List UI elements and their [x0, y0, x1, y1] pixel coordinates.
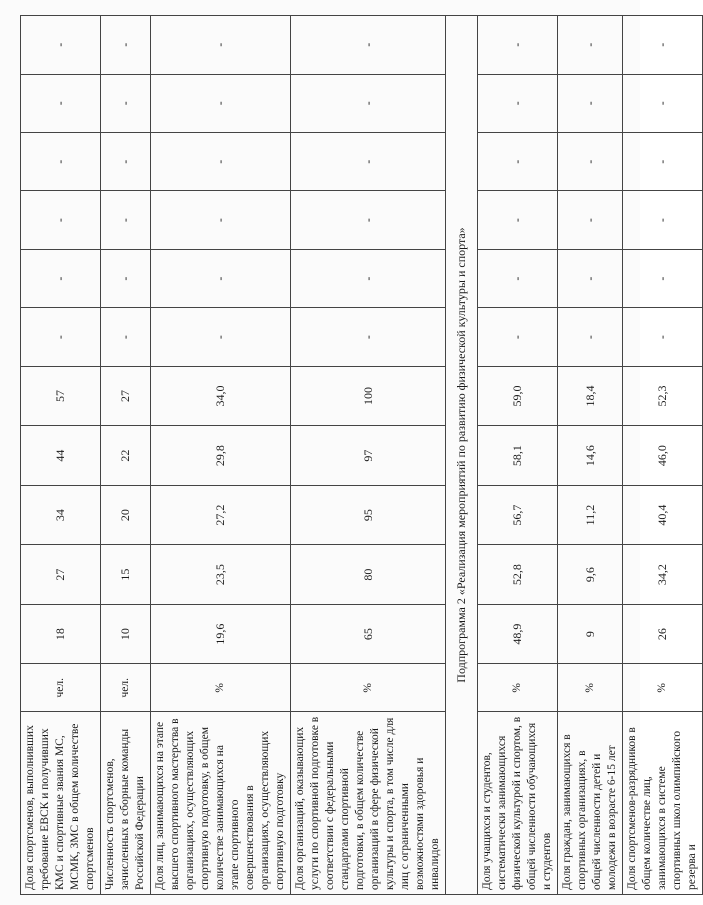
value-cell: 22	[101, 426, 151, 486]
indicator-cell: Доля учащихся и студентов, систематически занимающихся физической культурой и спортом, в общей численности обучающихся и студентов	[478, 712, 558, 895]
indicator-cell: Доля спортсменов, выполнивших требование ЕВСК и получивших КМС и спортивные звания МС, МСМК, ЗМС в общем количестве спортсменов	[21, 712, 101, 895]
value-cell: -	[478, 249, 558, 307]
subprogram-title: Подпрограмма 2 «Реализация мероприятий по развитию физической культуры и спорта»	[446, 16, 478, 895]
value-cell: 15	[101, 545, 151, 605]
indicator-cell: Доля спортсменов-разрядников в общем количестве лиц, занимающихся в системе спортивных школ олимпийского резерва и	[623, 712, 703, 895]
value-cell: 100	[291, 366, 446, 426]
value-cell: 27	[101, 366, 151, 426]
table-body-subprogram-1	[21, 16, 703, 895]
value-cell: 40,4	[623, 485, 703, 545]
value-cell: 34,2	[623, 545, 703, 605]
value-cell: 48,9	[478, 604, 558, 664]
value-cell: 23,5	[151, 545, 291, 605]
value-cell: 29,8	[151, 426, 291, 486]
value-cell: -	[21, 308, 101, 366]
value-cell: 11,2	[558, 485, 623, 545]
value-cell: 65	[291, 604, 446, 664]
value-cell: -	[623, 132, 703, 190]
value-cell: 9	[558, 604, 623, 664]
value-cell: 52,3	[623, 366, 703, 426]
value-cell: 56,7	[478, 485, 558, 545]
value-cell: -	[101, 132, 151, 190]
value-cell: -	[151, 308, 291, 366]
value-cell: -	[291, 132, 446, 190]
value-cell: 44	[21, 426, 101, 486]
subprogram-header-row	[446, 16, 478, 895]
value-cell: -	[21, 16, 101, 75]
value-cell: 80	[291, 545, 446, 605]
value-cell: 27,2	[151, 485, 291, 545]
indicator-cell: Численность спортсменов, зачисленных в сборные команды Российской Федерации	[101, 712, 151, 895]
value-cell: -	[291, 16, 446, 75]
unit-cell: %	[558, 664, 623, 712]
value-cell: -	[101, 74, 151, 132]
table-row	[151, 16, 291, 895]
value-cell: -	[478, 132, 558, 190]
rotated-table-wrapper	[20, 15, 698, 895]
value-cell: -	[478, 308, 558, 366]
value-cell: -	[623, 249, 703, 307]
table-row	[558, 16, 623, 895]
value-cell: -	[101, 308, 151, 366]
value-cell: -	[101, 16, 151, 75]
value-cell: 20	[101, 485, 151, 545]
value-cell: -	[21, 191, 101, 249]
value-cell: 34	[21, 485, 101, 545]
value-cell: -	[21, 132, 101, 190]
value-cell: 18	[21, 604, 101, 664]
value-cell: 58,1	[478, 426, 558, 486]
value-cell: -	[623, 308, 703, 366]
table-row	[291, 16, 446, 895]
table-row	[623, 16, 703, 895]
value-cell: 19,6	[151, 604, 291, 664]
value-cell: -	[291, 74, 446, 132]
indicator-cell: Доля лиц, занимающихся на этапе высшего спортивного мастерства в организациях, осуществляющих спортивную подготовку, в общем количестве занимающихся на этапе спортивного совершенствования в организациях, осуществляющих спортивную подготовку	[151, 712, 291, 895]
value-cell: -	[558, 308, 623, 366]
unit-cell: %	[623, 664, 703, 712]
value-cell: -	[101, 249, 151, 307]
value-cell: -	[623, 191, 703, 249]
value-cell: 34,0	[151, 366, 291, 426]
indicator-cell: Доля граждан, занимающихся в спортивных организациях, в общей численности детей и молодежи в возрасте 6-15 лет	[558, 712, 623, 895]
value-cell: -	[21, 249, 101, 307]
indicators-table	[20, 15, 703, 895]
unit-cell: %	[291, 664, 446, 712]
value-cell: -	[151, 16, 291, 75]
value-cell: -	[101, 191, 151, 249]
table-row	[21, 16, 101, 895]
value-cell: -	[478, 74, 558, 132]
value-cell: -	[21, 74, 101, 132]
value-cell: -	[478, 16, 558, 75]
value-cell: -	[558, 249, 623, 307]
value-cell: 46,0	[623, 426, 703, 486]
value-cell: 9,6	[558, 545, 623, 605]
value-cell: -	[291, 249, 446, 307]
value-cell: -	[623, 74, 703, 132]
unit-cell: %	[478, 664, 558, 712]
value-cell: 18,4	[558, 366, 623, 426]
value-cell: -	[623, 16, 703, 75]
value-cell: 97	[291, 426, 446, 486]
value-cell: 95	[291, 485, 446, 545]
unit-cell: %	[151, 664, 291, 712]
value-cell: -	[291, 191, 446, 249]
value-cell: 59,0	[478, 366, 558, 426]
value-cell: 27	[21, 545, 101, 605]
table-row	[478, 16, 558, 895]
value-cell: 14,6	[558, 426, 623, 486]
value-cell: -	[478, 191, 558, 249]
unit-cell: чел.	[21, 664, 101, 712]
value-cell: -	[558, 191, 623, 249]
value-cell: -	[151, 191, 291, 249]
value-cell: 10	[101, 604, 151, 664]
value-cell: 26	[623, 604, 703, 664]
unit-cell: чел.	[101, 664, 151, 712]
indicator-cell: Доля организаций, оказывающих услуги по спортивной подготовке в соответствии с федеральными стандартами спортивной подготовки, в общем количестве организаций в сфере физической культуры и спорта, в том числе для лиц с ограниченными возможностями здоровья и инвалидов	[291, 712, 446, 895]
value-cell: -	[151, 132, 291, 190]
value-cell: -	[558, 16, 623, 75]
value-cell: 52,8	[478, 545, 558, 605]
value-cell: -	[291, 308, 446, 366]
value-cell: -	[558, 74, 623, 132]
table-row	[101, 16, 151, 895]
value-cell: -	[558, 132, 623, 190]
value-cell: 57	[21, 366, 101, 426]
value-cell: -	[151, 249, 291, 307]
value-cell: -	[151, 74, 291, 132]
